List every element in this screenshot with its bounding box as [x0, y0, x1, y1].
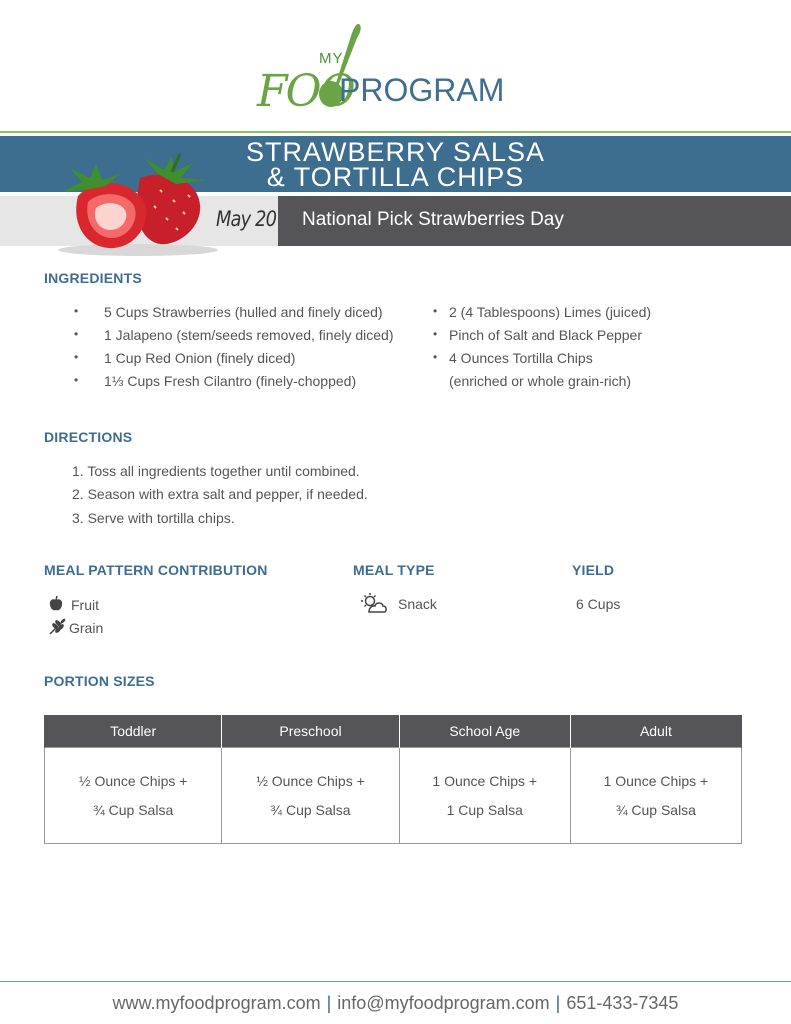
- footer-website-link[interactable]: www.myfoodprogram.com: [112, 993, 321, 1013]
- footer-separator: |: [555, 993, 561, 1013]
- ingredient-note: (enriched or whole grain-rich): [449, 373, 632, 389]
- column-header: School Age: [399, 715, 570, 748]
- logo-program: PROGRAM: [339, 72, 505, 108]
- ingredient-item: • 1⅓ Cups Fresh Cilantro (finely-chopped): [74, 373, 357, 389]
- ingredient-item: • 1 Cup Red Onion (finely diced): [74, 350, 296, 366]
- portion-sizes-heading: PORTION SIZES: [44, 673, 155, 689]
- ingredient-item: • 5 Cups Strawberries (hulled and finely diced): [74, 304, 383, 320]
- yield-heading: YIELD: [572, 562, 615, 578]
- direction-step: 1. Toss all ingredients together until combined.: [72, 463, 360, 479]
- strawberries-image: [48, 150, 228, 260]
- meal-pattern-heading: MEAL PATTERN CONTRIBUTION: [44, 562, 268, 578]
- direction-step: 2. Season with extra salt and pepper, if needed.: [72, 486, 368, 502]
- recipe-title-line1: STRAWBERRY SALSA: [245, 137, 546, 167]
- meal-pattern-fruit: Fruit: [71, 597, 99, 613]
- footer-divider: [0, 981, 791, 982]
- ingredient-item: • Pinch of Salt and Black Pepper: [433, 327, 643, 343]
- grain-icon: [48, 618, 66, 636]
- table-cell: 1 Ounce Chips + 1 Cup Salsa: [399, 748, 570, 844]
- portion-table: [44, 715, 742, 844]
- table-header-row: [45, 715, 742, 748]
- table-row: [45, 748, 742, 844]
- divider: [0, 131, 791, 133]
- ingredients-heading: INGREDIENTS: [44, 270, 142, 286]
- footer: [0, 993, 791, 1014]
- column-header: Adult: [570, 715, 741, 748]
- table-cell: ½ Ounce Chips + ¾ Cup Salsa: [45, 748, 222, 844]
- column-header: Toddler: [45, 715, 222, 748]
- direction-step: 3. Serve with tortilla chips.: [72, 510, 235, 526]
- footer-email-link[interactable]: info@myfoodprogram.com: [337, 993, 550, 1013]
- apple-icon: [48, 596, 64, 612]
- yield-value: 6 Cups: [576, 596, 621, 612]
- meal-pattern-grain: Grain: [69, 620, 104, 636]
- footer-phone[interactable]: 651-433-7345: [566, 993, 679, 1013]
- ingredient-item: • 4 Ounces Tortilla Chips: [433, 350, 593, 366]
- sun-cloud-icon: [360, 592, 388, 614]
- logo-my: MY: [319, 50, 344, 67]
- recipe-title-line2: & TORTILLA CHIPS: [266, 162, 525, 192]
- directions-heading: DIRECTIONS: [44, 429, 133, 445]
- table-cell: 1 Ounce Chips + ¾ Cup Salsa: [570, 748, 741, 844]
- meal-type-value: Snack: [398, 596, 437, 612]
- column-header: Preschool: [222, 715, 399, 748]
- brand-logo: [255, 22, 545, 117]
- footer-separator: |: [326, 993, 332, 1013]
- meal-type-heading: MEAL TYPE: [353, 562, 435, 578]
- event-date: May 20: [216, 207, 277, 231]
- ingredient-item: • 2 (4 Tablespoons) Limes (juiced): [433, 304, 652, 320]
- event-name: National Pick Strawberries Day: [302, 209, 564, 230]
- ingredient-item: • 1 Jalapeno (stem/seeds removed, finely diced): [74, 327, 394, 343]
- logo-foo: FOO: [257, 66, 354, 117]
- table-cell: ½ Ounce Chips + ¾ Cup Salsa: [222, 748, 399, 844]
